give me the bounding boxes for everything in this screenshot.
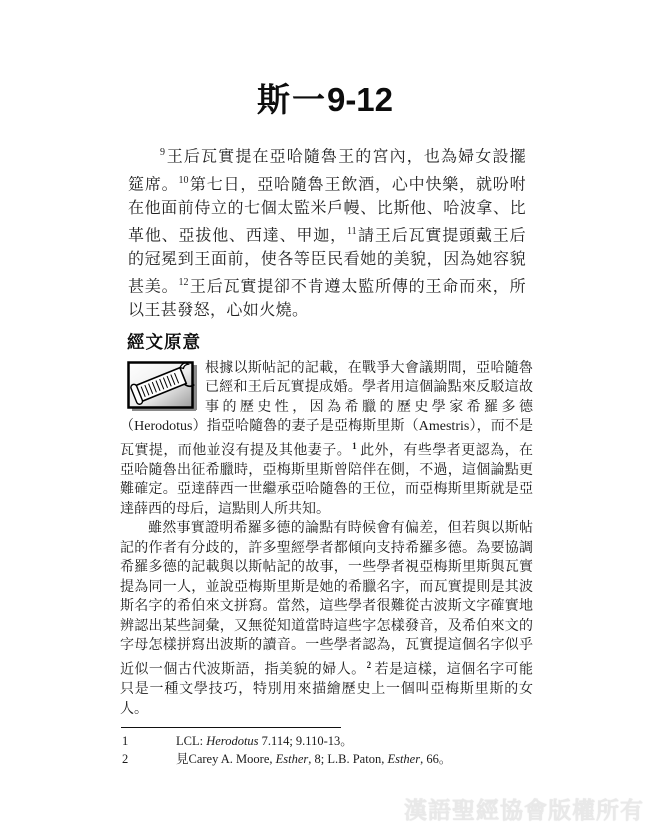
commentary-text: 雖然事實證明希羅多德的論點有時候會有偏差，但若與以斯帖記的作者有分歧的，許多聖經學者都傾向支持希羅多德。為要協調希羅多德的記載與以斯帖記的故事，一些學者視亞梅斯里斯與瓦實提為同一人，並說亞梅斯里斯是她的希臘名字，而瓦實提則是其波斯名字的希伯來文拼寫。當然，這些學者很難從古波斯文字確實地辨認出某些詞彙，又無從知道當時這些字怎樣發音，及希伯來文的字母怎樣拼寫出波斯的讀音。一些學者認為，瓦實提這個名字似乎近似一個古代波斯語，指美貌的婦人。	[120, 521, 533, 678]
verse-number: 11	[346, 226, 357, 238]
footnote-divider	[121, 727, 341, 728]
footnote-ref-2: 2	[366, 659, 372, 670]
footnote-1	[122, 733, 650, 751]
footnote-text: 見Carey A. Moore, Esther, 8; L.B. Paton, Esther, 66。	[176, 751, 452, 766]
footnote-2	[122, 751, 650, 769]
verse-text: 王后瓦實提在亞哈隨魯王的宮內，也為婦女設擺筵席。	[128, 148, 526, 194]
section-header: 經文原意	[127, 331, 201, 352]
footnote-text: LCL: Herodotus 7.114; 9.110-13。	[176, 734, 353, 749]
commentary-text: 若是這樣，這個名字可能只是一種文學技巧，特別用來描繪歷史上一個叫亞梅斯里斯的女人。	[120, 662, 534, 717]
verse-number: 9	[160, 147, 165, 158]
page-title	[0, 82, 650, 119]
commentary	[120, 359, 533, 719]
commentary-paragraph-1	[120, 359, 533, 520]
title-verse-range: 9-12	[326, 81, 394, 118]
scroll-icon	[127, 361, 198, 412]
scripture-passage	[128, 141, 526, 323]
book-page	[0, 82, 650, 832]
copyright-watermark: 漢語聖經協會版權所有	[404, 797, 644, 823]
commentary-paragraph-2	[120, 519, 533, 719]
footnote-number: 1	[122, 734, 129, 749]
verse-number: 10	[178, 174, 189, 186]
commentary-text: 根據以斯帖記的記載，在戰爭大會議期間，亞哈隨魯已經和王后瓦實提成婚。學者用這個論點來反駁這故事的歷史性，因為希臘的歷史學家希羅多德（Herodotus）指亞哈隨魯的妻子是亞梅斯里斯（Amestris），而不是瓦實提，而他並沒有提及其他妻子。	[120, 360, 533, 459]
verse-text: 請王后瓦實提頭戴王后的冠冕到王面前，使各等臣民看她的美貌，因為她容貌甚美。	[128, 227, 526, 296]
footnotes	[122, 733, 650, 768]
title-book-chapter: 斯一	[256, 81, 327, 118]
verse-text: 第七日，亞哈隨魯王飲酒，心中快樂，就吩咐在他面前侍立的七個太監米戶幔、比斯他、哈波拿、比革他、亞拔他、西達、甲迦，	[128, 176, 526, 245]
footnote-ref-1: 1	[352, 440, 357, 451]
footnote-number: 2	[122, 751, 129, 766]
verse-number: 12	[178, 277, 189, 289]
commentary-text: 此外，有些學者更認為，在亞哈隨魯出征希臘時，亞梅斯里斯曾陪伴在側，不過，這個論點更難確定。亞達薛西一世繼承亞哈隨魯的王位，而亞梅斯里斯就是亞達薛西的母后，這點則人所共知。	[120, 443, 534, 517]
verse-text: 王后瓦實提卻不肯遵太監所傳的王命而來，所以王甚發怒，心如火燒。	[128, 278, 526, 320]
